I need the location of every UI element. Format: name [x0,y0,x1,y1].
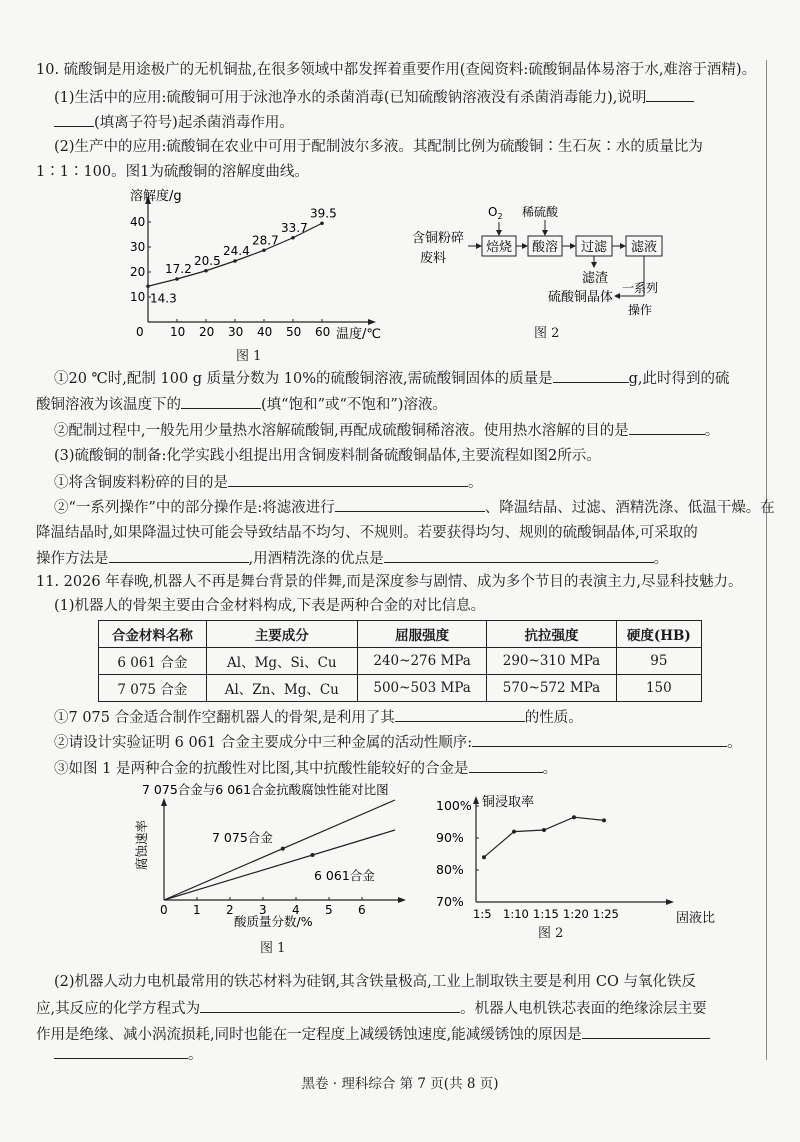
q10-part1-text: (1)生活中的应用:硫酸铜可用于泳池净水的杀菌消毒(已知硫酸钠溶液没有杀菌消毒能力),说明 [54,90,647,106]
chart3-xtick-label: 1:5 [473,907,492,921]
chart3-xtick-label: 1:10 [503,907,529,921]
q11-intro-text: 2026 年春晚,机器人不再是舞台背景的伴舞,而是深度参与剧情、成为多个节目的表演主力,尽显科技魅力。 [63,574,743,590]
chart2-label-7075: 7 075合金 [212,830,273,845]
flow-filtrate: 滤液 [631,240,658,255]
flow-o2: $O_2$ [488,205,503,221]
q11-sub2 [54,732,742,753]
table-header: 主要成分 [206,621,357,648]
chart2-xtick-label: 5 [325,903,333,917]
q10-sub4-text2: 、降温结晶、过滤、酒精洗涤、低温干燥。在 [484,500,775,516]
chart3-xlabel: 固液比 [676,911,716,926]
chart1-ytick-label: 40 [130,215,146,229]
table-header: 合金材料名称 [99,621,207,648]
q10-sub2-text: ②配制过程中,一般先用少量热水溶解硫酸铜,再配成硫酸铜稀溶液。使用热水溶解的目的是 [54,423,629,439]
answer-blank-alcohol[interactable] [384,548,654,563]
q10-sub2 [54,420,719,441]
q11-part2-text1: 应,其反应的化学方程式为 [36,1001,201,1017]
q11-part2-line4 [54,1044,203,1065]
chart1-xlabel: 温度/℃ [336,327,381,342]
flow-roast: 焙烧 [486,240,513,255]
answer-blank-operation[interactable] [335,497,485,512]
q10-part2-line1: (2)生产中的应用:硫酸铜在农业中可用于配制波尔多液。其配制比例为硫酸铜∶生石灰∶水的质量比为 [54,139,703,155]
q10-sub1-line1 [54,368,730,389]
flow-residue: 滤渣 [582,271,609,286]
table-cell: 95 [616,648,701,675]
chart2-line-6061 [164,830,395,900]
table-header-row [99,621,702,648]
table-cell: 290~310 MPa [487,648,616,675]
q11-sub2-text: ②请设计实验证明 6 061 合金主要成分中三种金属的活动性顺序: [54,735,473,751]
answer-blank-crush[interactable] [228,472,468,487]
q11-sub1 [54,707,583,728]
chart2-xtick-label: 1 [193,903,201,917]
chart1-xtick-label: 50 [286,325,302,339]
chart1-origin: 0 [136,325,144,339]
chart1-point [291,236,295,240]
q10-sub1-line2 [36,394,447,415]
q10-sub4-end: 。 [653,551,669,567]
answer-blank-experiment[interactable] [472,732,727,747]
answer-blank-equation[interactable] [200,998,460,1013]
chart1-value-label: 33.7 [281,220,308,235]
q10-sub1-text3: (填“饱和”或“不饱和”)溶液。 [261,397,447,413]
chart2-label-6061: 6 061合金 [314,868,375,883]
table-cell: Al、Mg、Si、Cu [206,648,357,675]
answer-blank-method[interactable] [109,548,249,563]
flow-dissolve: 酸溶 [532,240,559,255]
q10-part1-text-end: (填离子符号)起杀菌消毒作用。 [94,115,294,131]
chart2-xtick-label: 4 [292,903,300,917]
q11-sub1-text: ①7 075 合金适合制作空翻机器人的骨架,是利用了其 [54,710,395,726]
table-header: 硬度(HB) [616,621,701,648]
fig2-caption: 图 2 [534,326,560,341]
chart1-point [262,248,266,252]
chart1-point [204,269,208,273]
answer-blank-property[interactable] [395,707,525,722]
q10-sub4-text1: ②“一系列操作”中的部分操作是:将滤液进行 [54,500,335,516]
chart3-point [542,828,546,832]
q11-part2-line2 [36,998,707,1019]
chart1-axes [145,196,376,325]
q10-sub1-text2: 酸铜溶液为该温度下的 [36,397,181,413]
chart1-xtick-label: 60 [315,325,331,339]
fig1-caption: 图 1 [236,349,262,364]
q11-part2-end: 。 [188,1047,203,1063]
chart1-point [233,259,237,263]
chart1-xtick-label: 30 [228,325,244,339]
chart3-curve [484,817,604,857]
flow-product: 硫酸铜晶体 [548,290,614,305]
chart2-line-7075 [164,800,395,900]
chart3-ytick-label: 100% [436,798,472,813]
chart1-point [175,277,179,281]
q11-number: 11. [36,574,60,590]
q10-sub3 [54,472,483,493]
chart1-value-label: 17.2 [165,262,192,276]
q10-sub3-text: ①将含铜废料粉碎的目的是 [54,475,228,491]
q10-sub1-text: ①20 ℃时,配制 100 g 质量分数为 10%的硫酸铜溶液,需硫酸铜固体的质量是 [54,371,553,387]
q11-part1: (1)机器人的骨架主要由合金材料构成,下表是两种合金的对比信息。 [54,598,486,614]
q10-intro [36,60,756,80]
chart1-ytick-label: 20 [130,265,146,279]
answer-blank-rust-a[interactable] [582,1024,710,1039]
alloy-table [98,620,702,702]
chart3-xtick-label: 1:15 [533,907,559,921]
q10-sub4-text4: ,用酒精洗涤的优点是 [248,551,384,567]
chart3-point [482,855,486,859]
q11-sub2-end: 。 [727,735,742,751]
corrosion-chart [124,780,414,960]
q11-part2-text3: 作用是绝缘、减小涡流损耗,同时也能在一定程度上减缓锈蚀速度,能减缓锈蚀的原因是 [36,1027,582,1043]
table-header: 抗拉强度 [487,621,616,648]
q10-sub4-line1 [54,497,775,518]
answer-blank-alloy[interactable] [469,758,543,773]
chart1-value-label: 14.3 [150,291,177,306]
process-flowchart [410,200,670,325]
answer-blank-rust-b[interactable] [54,1044,188,1059]
q10-part2-line2: 1∶1∶100。图1为硫酸铜的溶解度曲线。 [36,164,309,180]
chart3-point [602,818,606,822]
q11-sub1-end: 的性质。 [524,710,583,726]
answer-blank-ion-a[interactable] [646,87,694,102]
q10-intro-text: 硫酸铜是用途极广的无机铜盐,在很多领域中都发挥着重要作用(查阅资料:硫酸铜晶体易溶于水,难溶于酒精)。 [63,62,757,78]
chart3-xtick-label: 1:20 [563,907,589,921]
chart2-marker [281,847,285,851]
table-cell: 150 [616,675,701,702]
chart2-title: 7 075合金与6 061合金抗酸腐蚀性能对比图 [142,782,389,797]
chart3-ytick-label: 70% [436,894,464,909]
table-row [99,648,702,675]
chart3-ylabel: 铜浸取率 [482,795,535,810]
q11-sub3-end: 。 [542,761,558,777]
table-header: 屈服强度 [357,621,486,648]
flow-input1: 含铜粉碎 [412,231,465,246]
page-margin-line [766,60,767,1060]
q11-part2-text2: 。机器人电机铁芯表面的绝缘涂层主要 [460,1001,707,1017]
chart1-xtick-label: 10 [170,325,186,339]
answer-blank-ion-b[interactable] [54,112,94,127]
q10-part1-line2 [54,112,294,133]
flow-acid: 稀硫酸 [522,205,559,219]
q11-sub3-text: ③如图 1 是两种合金的抗酸性对比图,其中抗酸性能较好的合金是 [54,761,469,777]
chart1-point [146,284,150,288]
chart1-value-label: 39.5 [310,206,337,221]
answer-blank-mass[interactable] [553,368,629,383]
q11-fig2-caption: 图 2 [538,926,564,941]
chart2-xtick-label: 3 [259,903,267,917]
q10-sub1-unit: g,此时得到的硫 [628,371,730,387]
chart1-value-label: 28.7 [252,233,279,248]
q11-fig1-caption: 图 1 [260,941,286,956]
page-footer: 黑卷 · 理科综合 第 7 页(共 8 页) [301,1076,499,1092]
flow-filter: 过滤 [581,240,608,255]
q10-part3: (3)硫酸铜的制备:化学实践小组提出用含铜废料制备硫酸铜晶体,主要流程如图2所示。 [54,448,601,464]
table-row [99,675,702,702]
chart1-ylabel: 溶解度/g [130,189,182,204]
chart2-xlabel: 酸质量分数/% [234,914,313,929]
chart2-xtick-label: 6 [358,903,366,917]
q10-sub4-text3: 操作方法是 [36,551,109,567]
q11-intro [36,572,743,592]
chart2-marker [311,853,315,857]
chart1-ytick-label: 10 [130,290,146,304]
q11-part2-line3 [36,1024,710,1045]
chart1-value-label: 20.5 [194,253,221,268]
chart2-xtick-label: 2 [226,903,234,917]
q11-part2-line1: (2)机器人动力电机最常用的铁芯材料为硅钢,其含铁量极高,工业上制取铁主要是利用 CO 与氧化铁反 [54,974,696,990]
chart1-point [320,221,324,225]
table-cell: Al、Zn、Mg、Cu [206,675,357,702]
table-cell: 500~503 MPa [357,675,486,702]
chart3-ytick-label: 90% [436,830,464,845]
flow-ops2: 操作 [628,303,653,317]
chart1-xtick-label: 20 [199,325,215,339]
chart3-xtick-label: 1:25 [593,907,619,921]
q10-sub4-line2: 降温结晶时,如果降温过快可能会导致结晶不均匀、不规则。若要获得均匀、规则的硫酸铜晶体,可采取的 [36,525,698,541]
table-cell: 570~572 MPa [487,675,616,702]
leaching-chart [428,786,718,936]
chart1-ytick-label: 30 [130,240,146,254]
table-cell: 240~276 MPa [357,648,486,675]
q10-sub3-end: 。 [468,475,483,491]
answer-blank-hot-water[interactable] [629,420,705,435]
solubility-chart [122,180,382,360]
q11-sub3 [54,758,557,779]
chart3-ytick-label: 80% [436,862,464,877]
q10-sub4-line3 [36,548,668,569]
answer-blank-saturation[interactable] [181,394,261,409]
flow-input2: 废料 [420,251,447,266]
flow-ops1: 一系列 [622,281,659,295]
table-cell: 7 075 合金 [99,675,207,702]
chart3-point [572,815,576,819]
chart3-point [512,830,516,834]
q10-sub2-end: 。 [704,423,720,439]
chart2-xtick-label: 0 [160,903,168,917]
table-cell: 6 061 合金 [99,648,207,675]
chart2-ylabel: 腐蚀速率 [134,819,149,870]
q10-number: 10. [36,62,60,78]
chart1-xtick-label: 40 [257,325,273,339]
q10-part1-line1 [54,87,694,108]
chart1-value-label: 24.4 [223,244,250,258]
